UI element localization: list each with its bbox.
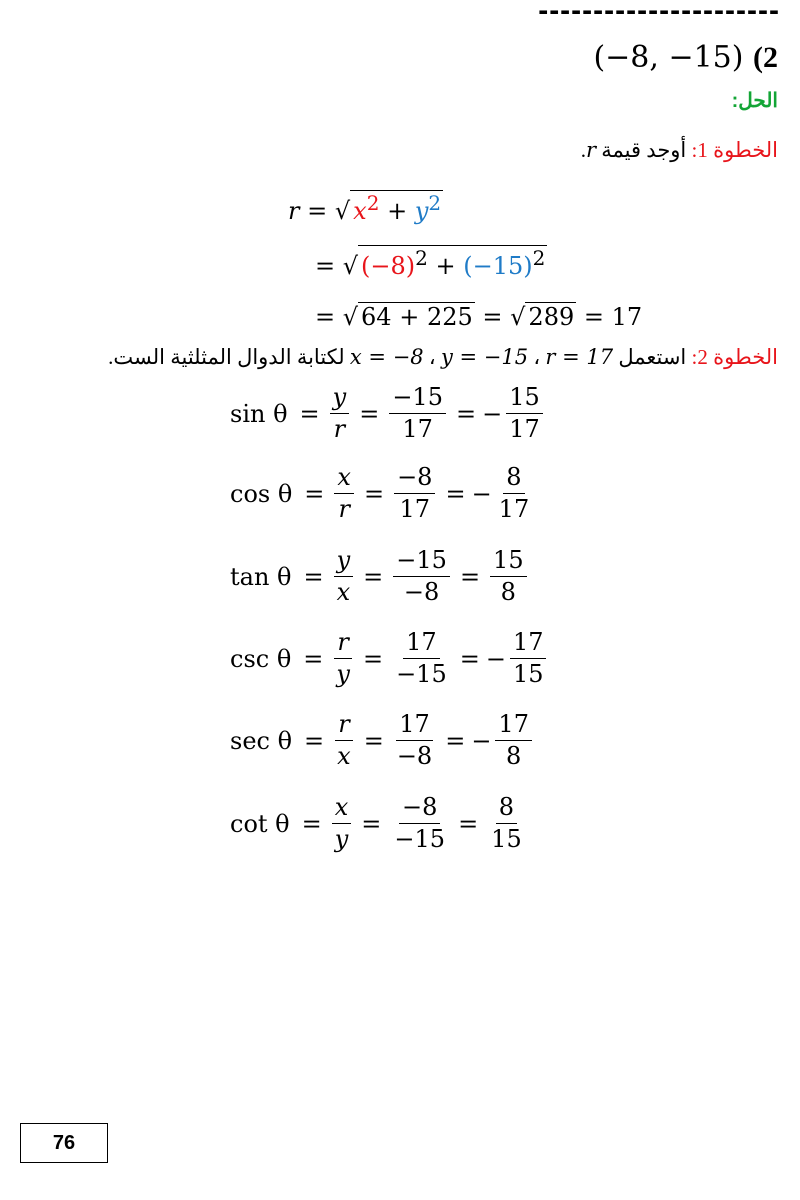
page-number: 76 [52, 1131, 76, 1154]
result-fraction: $\frac{15}{8}$ [490, 548, 527, 605]
step1-text: أوجد قيمة [596, 138, 692, 162]
value-fraction: $\frac{-8}{-15}$ [394, 793, 446, 854]
trig-fn: csc θ [230, 644, 292, 673]
step1-end: . [580, 138, 586, 162]
value-fraction: $\frac{17}{-8}$ [396, 710, 433, 771]
trig-row: tan θ = $\frac{y}{x}$ = $\frac{-15}{-8}$ = $\frac{15}{8}$ [230, 548, 531, 605]
trig-fn: cos θ [230, 479, 293, 508]
result-sign: − [482, 399, 503, 428]
step2-label: الخطوة 2: [691, 345, 778, 369]
sum-inner: 64 + 225 [358, 302, 475, 329]
trig-fn: cot θ [230, 809, 290, 838]
result-fraction: $\frac{17}{8}$ [495, 712, 532, 769]
step2-r: r = 17 [545, 345, 614, 369]
ratio-fraction: $\frac{x}{r}$ [334, 465, 354, 522]
ratio-fraction: $\frac{r}{x}$ [337, 710, 351, 771]
trig-row: cos θ = $\frac{x}{r}$ = $\frac{-8}{17}$ = − $\frac{8}{17}$ [230, 465, 536, 522]
value-fraction: $\frac{17}{-15}$ [396, 628, 447, 689]
x-value: (−8) [361, 252, 416, 280]
value-fraction: $\frac{-8}{17}$ [394, 465, 435, 522]
value-fraction: $\frac{-15}{17}$ [389, 385, 446, 442]
ratio-fraction: $\frac{r}{y}$ [336, 628, 350, 689]
result-sign: − [471, 726, 492, 755]
r-calc-line3: = √ 64 + 225 = √ 289 = 17 [315, 303, 643, 331]
ratio-fraction: $\frac{y}{x}$ [334, 548, 354, 605]
result-fraction: $\frac{15}{17}$ [506, 385, 543, 442]
section-divider: ---------------------- [538, 0, 780, 27]
solution-label: الحل: [731, 90, 778, 112]
page-number-box [20, 1123, 108, 1163]
step2-line: الخطوة 2: استعمل r = 17 ، y = −15 ، x = −8 لكتابة الدوال المثلثية الست. [108, 345, 778, 369]
trig-row: cot θ = $\frac{x}{y}$ = $\frac{-8}{-15}$ = $\frac{8}{15}$ [230, 795, 529, 852]
result-fraction: $\frac{8}{15}$ [491, 793, 522, 854]
step1-var: r [585, 138, 597, 162]
step2-text: استعمل [613, 345, 692, 369]
trig-fn: sec θ [230, 726, 293, 755]
result-sign: − [485, 644, 506, 673]
result-fraction: $\frac{8}{17}$ [498, 463, 530, 524]
ratio-fraction: $\frac{x}{y}$ [332, 795, 352, 852]
trig-row: sin θ = $\frac{y}{r}$ = $\frac{-15}{17}$ = − $\frac{15}{17}$ [230, 385, 547, 442]
problem-number: (2 [753, 41, 778, 74]
trig-fn: sin θ [230, 399, 288, 428]
trig-fn: tan θ [230, 562, 292, 591]
result-fraction: $\frac{17}{15}$ [510, 630, 547, 687]
problem-point: (−8, −15) [593, 40, 744, 75]
sqrt-289: 289 [525, 302, 576, 329]
x-term: x [353, 197, 367, 225]
value-fraction: $\frac{-15}{-8}$ [393, 548, 450, 605]
trig-row: sec θ = $\frac{r}{x}$ = $\frac{17}{-8}$ = − $\frac{17}{8}$ [230, 712, 536, 769]
problem-statement [593, 40, 778, 75]
ratio-fraction: $\frac{y}{r}$ [330, 385, 350, 442]
y-value: (−15) [463, 252, 533, 280]
y-term: y [414, 197, 429, 225]
result-sign: − [471, 479, 492, 508]
r-result: 17 [611, 303, 643, 331]
step1-label: الخطوة 1: [691, 138, 778, 162]
r-calc-line1: r = √ $x^2 + y^2$ [288, 191, 442, 225]
step2-y: y = −15 [440, 345, 529, 369]
trig-row: csc θ = $\frac{r}{y}$ = $\frac{17}{-15}$ = − $\frac{17}{15}$ [230, 630, 550, 687]
r-calc-line2: = √ $(-8)^2 + (-15)^2$ [315, 246, 546, 280]
step2-x: x = −8 [349, 345, 424, 369]
step2-tail: لكتابة الدوال المثلثية الست. [108, 345, 350, 369]
step1-line [581, 138, 778, 163]
